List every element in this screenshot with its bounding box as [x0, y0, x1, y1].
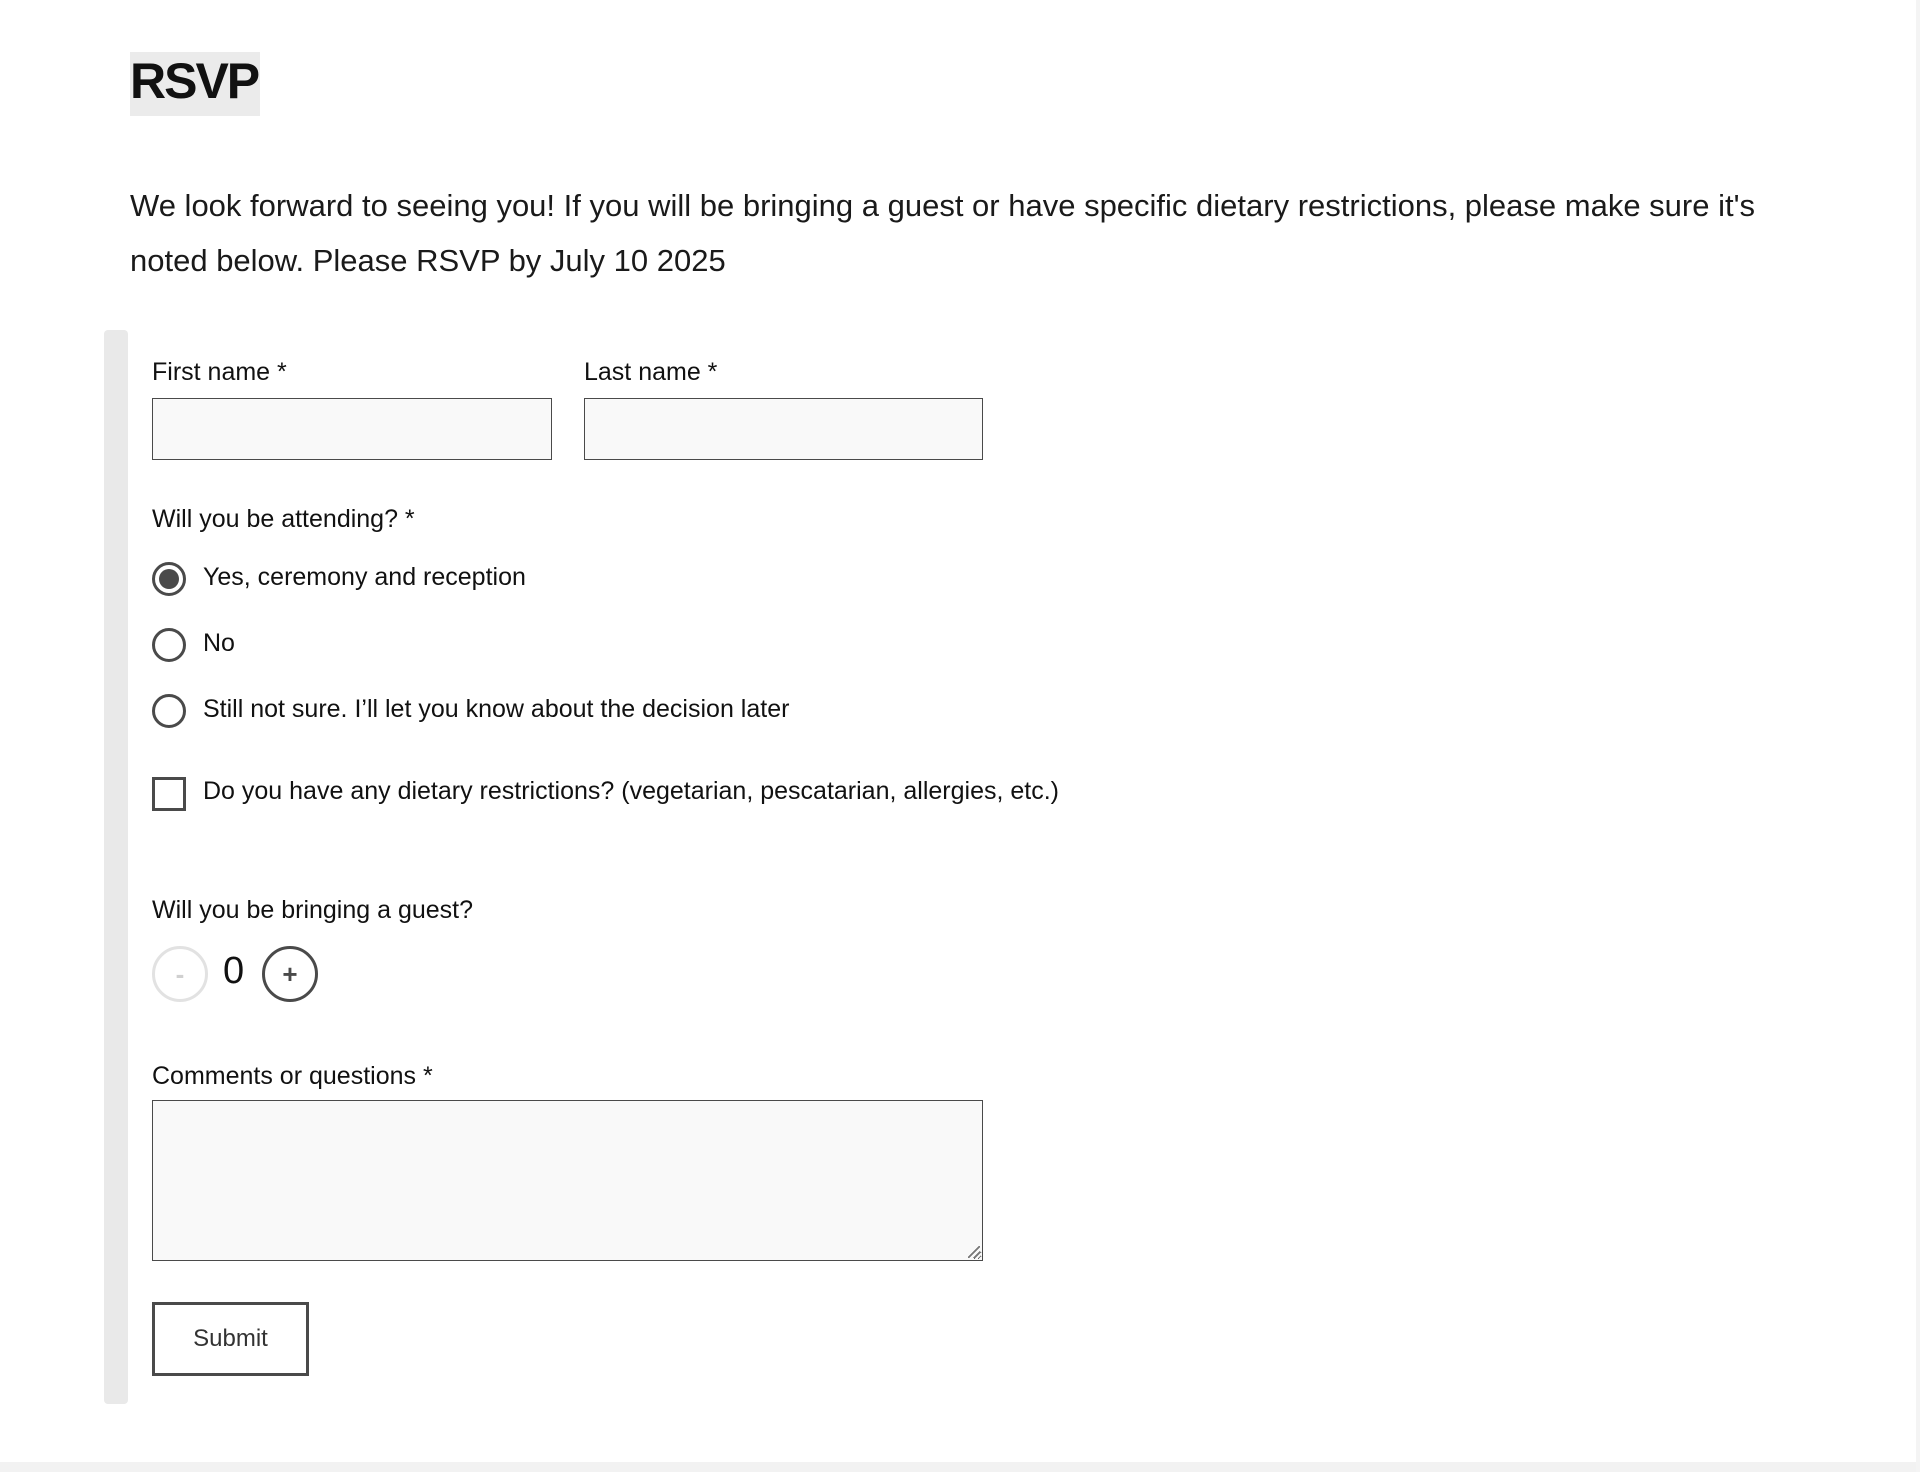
minus-icon: -	[175, 959, 185, 989]
radio-not-sure-label[interactable]: Still not sure. I’ll let you know about the decision later	[203, 695, 790, 723]
radio-yes-label[interactable]: Yes, ceremony and reception	[203, 563, 526, 591]
radio-no-label[interactable]: No	[203, 629, 235, 657]
guest-increment-button[interactable]	[262, 946, 318, 1002]
form-accent-bar	[104, 330, 128, 1404]
attending-label: Will you be attending? *	[152, 505, 415, 533]
submit-button[interactable]: Submit	[152, 1302, 309, 1376]
page-title: RSVP	[130, 52, 260, 116]
radio-not-sure[interactable]	[152, 694, 186, 728]
dietary-label[interactable]: Do you have any dietary restrictions? (vegetarian, pescatarian, allergies, etc.)	[203, 777, 1059, 805]
radio-yes[interactable]	[152, 562, 186, 596]
dietary-checkbox[interactable]	[152, 777, 186, 811]
comments-textarea[interactable]	[152, 1100, 983, 1261]
bottom-strip	[0, 1462, 1920, 1472]
last-name-label: Last name *	[584, 358, 718, 386]
comments-label: Comments or questions *	[152, 1062, 433, 1090]
scrollbar-track[interactable]	[1916, 0, 1920, 1472]
guest-label: Will you be bringing a guest?	[152, 896, 474, 924]
radio-no[interactable]	[152, 628, 186, 662]
first-name-label: First name *	[152, 358, 287, 386]
plus-icon: +	[282, 959, 298, 989]
last-name-input[interactable]	[584, 398, 983, 460]
resize-handle-icon[interactable]	[968, 1246, 980, 1258]
first-name-input[interactable]	[152, 398, 552, 460]
guest-count: 0	[223, 950, 245, 992]
intro-text: We look forward to seeing you! If you will be bringing a guest or have specific dietary restrictions, please make sure it's noted below. Please RSVP by July 10 2025	[130, 188, 1756, 278]
guest-decrement-button[interactable]	[152, 946, 208, 1002]
